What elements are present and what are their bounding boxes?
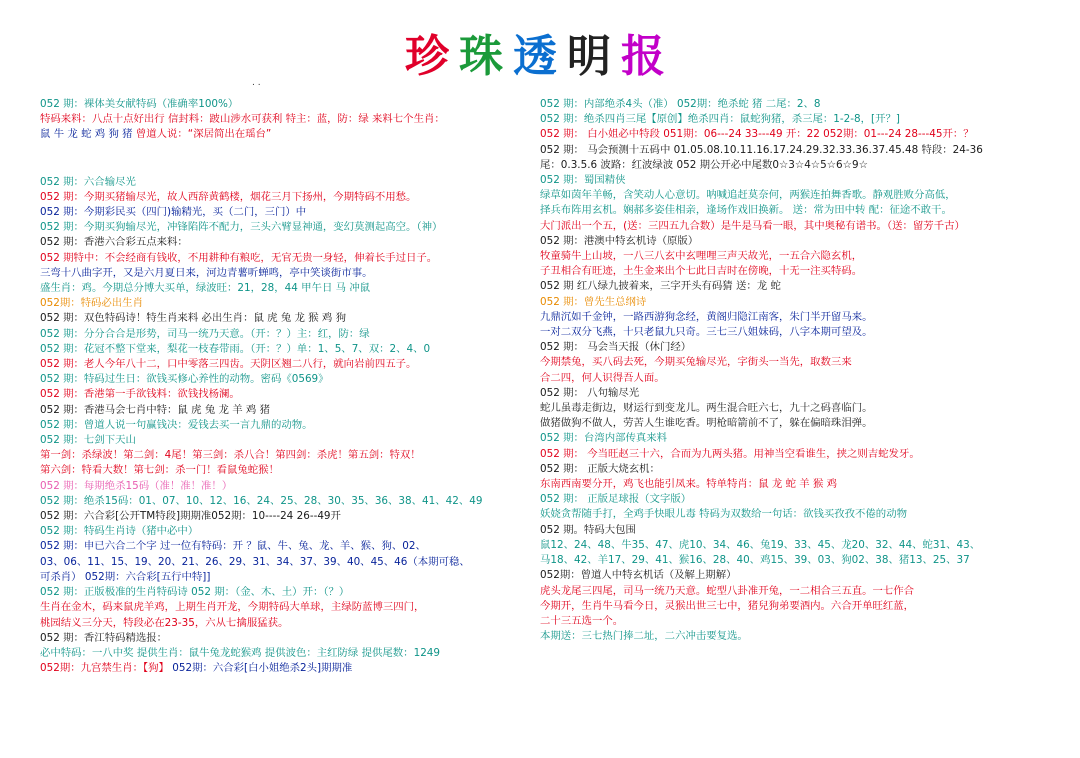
text-line	[40, 266, 500, 281]
text-line	[540, 188, 1040, 203]
text-line	[540, 143, 1040, 158]
text-line	[540, 553, 1040, 568]
spacer	[40, 159, 500, 175]
right-column	[540, 97, 1040, 644]
text-segment: 052 期：老人今年八十二，口中零落三四齿。天阴区翘二八行，就向岩前四五子。	[40, 358, 417, 371]
text-segment: 052 期： 八句输尽光	[540, 386, 640, 399]
text-line	[40, 311, 500, 326]
text-segment: 052 期：香港马会七肖中特：鼠 虎 兔 龙 羊 鸡 猪	[40, 403, 270, 416]
text-line	[540, 568, 1040, 583]
text-line	[540, 97, 1040, 112]
text-line	[540, 492, 1040, 507]
text-segment: 今期禁兔，买八码去死，今期买兔输尽光，字街头一当先，取数三来	[540, 356, 852, 369]
text-segment: 盛生肖：鸡。今期总分博大买单，绿波旺：21，28，44 甲午日 马 冲鼠	[40, 282, 371, 295]
text-segment: 052 期：香港六合彩五点来料：	[40, 236, 188, 249]
text-line	[40, 112, 500, 127]
text-line	[540, 340, 1040, 355]
text-segment: 052 期：正版极准的生肖特码诗 052 期：（金、木、土）开：（？）	[40, 586, 350, 599]
text-segment: 东南西南要分开，鸡飞也能引凤来。特单特肖：鼠 龙 蛇 羊 猴 鸡	[540, 478, 838, 491]
stray-dots: . .	[252, 78, 261, 88]
text-segment: 052 期：双色特码诗！特生肖来料 必出生肖：鼠 虎 兔 龙 猴 鸡 狗	[40, 312, 347, 325]
text-segment: 【狗】	[142, 662, 169, 675]
text-line	[540, 234, 1040, 249]
title-char: 珍	[405, 31, 459, 82]
text-line	[540, 538, 1040, 553]
text-line	[40, 631, 500, 646]
text-segment: 052 期：今期买狗输尽光，冲锋陷阵不配力，三头六臂显神通，变幻莫测起高空。（神）	[40, 221, 443, 234]
text-line	[40, 539, 500, 554]
text-line	[540, 219, 1040, 234]
text-segment: 052 期：今期买猪输尽光，故人西辞黄鹤楼，烟花三月下扬州，今期特码不用愁。	[40, 190, 417, 203]
text-segment: 牧童骑牛上山坡，一八三八玄中玄哩哩三声天故光，一五合六隐玄机，	[540, 250, 863, 263]
text-segment: 052 期：港澳中特玄机诗（原版）	[540, 234, 699, 247]
text-line	[540, 295, 1040, 310]
text-segment: 鼠 牛 龙 蛇 鸡 狗 猪	[40, 128, 136, 141]
text-line	[540, 310, 1040, 325]
text-line	[540, 386, 1040, 401]
text-line	[40, 509, 500, 524]
text-line	[540, 127, 1040, 142]
text-line	[40, 205, 500, 220]
text-line	[40, 235, 500, 250]
text-segment: 052 期：香港第一手欲钱料：欲钱找杨澜。	[40, 388, 240, 401]
text-segment: 052 期：台湾内部传真来料	[540, 432, 668, 445]
text-line	[540, 477, 1040, 492]
text-line	[540, 416, 1040, 431]
text-line	[540, 431, 1040, 446]
text-line	[540, 447, 1040, 462]
text-line	[540, 325, 1040, 340]
text-line	[40, 175, 500, 190]
text-line	[40, 463, 500, 478]
text-line	[40, 281, 500, 296]
text-segment: 052 期：花冠不整下堂来，梨花一枝春带雨。（开：？）单：1、5、7、双：2、4、0	[40, 342, 431, 355]
text-line	[40, 600, 500, 615]
text-line	[40, 190, 500, 205]
text-line	[540, 584, 1040, 599]
text-segment: 052 期：内部绝杀4头（准） 052期：绝杀蛇 猪 二尾：2、8	[540, 98, 821, 110]
page-title	[0, 30, 1080, 84]
text-segment: 052 期： 正版大烧玄机：	[540, 462, 660, 475]
text-segment: 本期送：三七热门捧二址，二六冲击要复选。	[540, 630, 748, 643]
text-segment: 052 期：裸体美女献特码（准确率100%）	[40, 98, 239, 110]
text-line	[540, 462, 1040, 477]
title-char: 珠	[459, 31, 513, 82]
text-segment: 052 期：曾先生总纲诗	[540, 295, 647, 308]
text-segment: 子丑相合有旺迹，土生金来出个七此日吉时在傍晚，十无一注买特码。	[540, 265, 863, 278]
text-line	[40, 127, 500, 142]
text-line	[540, 355, 1040, 370]
text-segment: 052 期： 今当旺赵三十六，合而为九两头猪。用神当空看谁生，挟之则吉蛇发牙。	[540, 447, 920, 460]
text-line	[40, 327, 500, 342]
text-segment: 052 期：六合彩[公开TM特段]期期准052期：10----24 26--49开	[40, 510, 341, 523]
left-column	[40, 97, 500, 676]
text-segment: 052 期：绝杀四肖三尾【原创】绝杀四肖：鼠蛇狗猪，杀三尾：1-2-8，[开？]	[540, 113, 900, 126]
text-segment: 052 期：香江特码精选报：	[40, 631, 168, 644]
text-line	[40, 372, 500, 387]
text-segment: 鼠12、24、48、牛35、47、虎10、34、46、兔19、33、45、龙20、32、44、蛇31、43、	[540, 538, 981, 551]
text-segment: 桃园结义三分天，特段必在23-35，六从七擒服猛获。	[40, 616, 289, 629]
text-line	[40, 524, 500, 539]
text-segment: 第一剑：杀绿波！第二剑：4尾！第三剑：杀八合！第四剑：杀虎！第五剑：特双！	[40, 449, 421, 462]
text-line	[40, 357, 500, 372]
text-segment: 052 期：蜀国精侠	[540, 174, 626, 187]
text-segment: 052 期： 白小姐必中特段 051期：06---24 33---49 开：22 052期：01---24 28---45开：？	[540, 128, 974, 141]
text-line	[40, 418, 500, 433]
text-line	[40, 448, 500, 463]
text-line	[540, 203, 1040, 218]
text-segment: 052期：特码必出生肖	[40, 297, 143, 310]
text-line	[40, 646, 500, 661]
text-line	[540, 264, 1040, 279]
text-segment: 052 期：六合输尽光	[40, 175, 136, 188]
text-segment: 052 期：七剑下天山	[40, 434, 136, 447]
text-segment: 052 期：每期绝杀15码（准！准！准！）	[40, 479, 233, 492]
text-segment: 052 期： 马会预测十五码中 01.05.08.10.11.16.17.24.29.32.33.36.37.45.48 特段：24-36	[540, 143, 983, 156]
text-line	[540, 599, 1040, 614]
text-line	[40, 296, 500, 311]
text-line	[40, 479, 500, 494]
text-line	[40, 661, 500, 676]
text-segment: 今期开，生肖牛马看今日，灵猴出世三七中，猪兒狗弟要酒内。六合开单旺红蓝，	[540, 599, 915, 612]
text-segment: 九鼎沉如千金钟，一路西游狗念经，黄阁归隐江南客，朱门半开留马来。	[540, 310, 873, 323]
text-segment: 052 期 红八绿九披着来，三字开头有码猜 送：龙 蛇	[540, 280, 781, 293]
text-line	[540, 507, 1040, 522]
text-line	[40, 494, 500, 509]
text-segment: 052 期：特码生肖诗（猪中必中）	[40, 525, 199, 538]
text-segment: 052 期：曾道人说一句赢钱决：爱钱去买一言九鼎的动物。	[40, 418, 313, 431]
text-segment: 特码来料：八点十点好出行 信封料：跛山涉水可获利 特主：蓝，防：绿 来料七个生肖：	[40, 113, 445, 126]
text-line	[540, 629, 1040, 644]
text-segment: 052 期： 马会当天报（休门经）	[540, 341, 692, 354]
text-line	[540, 279, 1040, 294]
text-segment: 一对二双分飞燕，十只老鼠九只奇。三七三八姐妹码，八字本期可望及。	[540, 326, 873, 339]
text-segment: 03、06、11、15、19、20、21、26、29、31、34、37、39、40、45、46（本期可稳、	[40, 555, 470, 568]
text-line	[40, 220, 500, 235]
title-char: 报	[621, 31, 675, 82]
title-char: 透	[513, 31, 567, 82]
text-segment: 第六剑：特看大数！第七剑：杀一门！看鼠兔蛇猴！	[40, 464, 279, 477]
text-line	[40, 433, 500, 448]
text-line	[540, 614, 1040, 629]
text-line	[40, 585, 500, 600]
text-segment: 蛇儿虽毒走街边，财运行到变龙儿。两生混合旺六七，九十之码喜临门。	[540, 402, 873, 415]
text-segment: 虎头龙尾三四尾，司马一统乃天意。蛇型八卦准开兔，一二相合三五直。一七作合	[540, 584, 915, 597]
text-segment: 择兵布阵用玄机。娴郝多姿佳相亲，逢场作戏旧换新。 送：常为田中转 配：征途不敢干。	[540, 204, 952, 217]
text-segment: 052 期。特码大包围	[540, 523, 636, 536]
text-line	[540, 158, 1040, 173]
text-line	[40, 387, 500, 402]
text-segment: 必中特码：一八中奖 提供生肖：鼠牛兔龙蛇猴鸡 提供波色：主红防绿 提供尾数：1249	[40, 646, 441, 659]
text-line	[540, 523, 1040, 538]
text-segment: 曾道人说：“深居简出在瑶台”	[135, 128, 272, 141]
text-segment: 可杀肖） 052期：六合彩[五行中特]]	[40, 570, 211, 583]
text-segment: 052 期特中：不会经商有钱收，不用耕种有粮吃，无官无贵一身轻，伸着长手过日子。	[40, 251, 438, 264]
text-line	[40, 570, 500, 585]
text-segment: 052 期：绝杀15码：01、07、10、12、16、24、25、28、30、35、36、38、41、42、49	[40, 494, 483, 507]
text-segment: 052期：六合彩[白小姐绝杀2头]期期准	[168, 662, 353, 675]
text-line	[40, 616, 500, 631]
text-line	[540, 173, 1040, 188]
text-line	[540, 401, 1040, 416]
text-segment: 052 期：分分合合是形势，司马一统乃天意。（开：？）主：红，防：绿	[40, 327, 370, 340]
text-segment: 大门派出一个五，(送：三四五九合数）是牛是马看一眼，其中奥秘有谱书。（送：留芳千古）	[540, 219, 965, 232]
text-line	[540, 112, 1040, 127]
text-segment: 妖娆贪帮随手打，全鸡手快眼儿毒 特码为双数给一句话：欲钱买孜孜不倦的动物	[540, 508, 907, 521]
spacer	[40, 143, 500, 159]
text-segment: 绿草如茵年羊畅，含笑动人心意切。呐喊追赶莫奈何，两猴连拍舞香歌。静观胜败分高低，	[540, 189, 956, 202]
text-line	[40, 403, 500, 418]
text-segment: 052 期：今期彩民买（四门)输精光，买（二门，三门）中	[40, 206, 307, 219]
text-segment: 052 期：申已六合二个字 过一位有特码：开 ？鼠、牛、兔、龙、羊、猴、狗、02、	[40, 540, 426, 553]
text-segment: 三弯十八曲字开，又是六月夏日来，河边青薯听蝉鸣，亭中笑谈街市事。	[40, 266, 373, 279]
text-segment: 做猪做狗不做人，劳苦人生谁吃香。明枪暗箭前不了，躲在偏暗珠泪弹。	[540, 417, 873, 430]
text-segment: 尾：0.3.5.6 波路：红波绿波 052 期公开必中尾数0☆3☆4☆5☆6☆9☆	[540, 158, 868, 171]
text-segment: 052 期： 正版足球报（文字版）	[540, 493, 692, 506]
text-line	[40, 97, 500, 112]
text-line	[540, 371, 1040, 386]
text-segment: 生肖在金木，码来鼠虎羊鸡，上期生肖开龙，今期特码大单球，主绿防蓝博三四门，	[40, 601, 425, 614]
text-segment: 052期：曾道人中特玄机话（及解上期解）	[540, 569, 737, 582]
text-line	[40, 342, 500, 357]
text-segment: 052 期：特码过生日：欲钱买修心养性的动物。密码《0569》	[40, 373, 329, 386]
text-line	[540, 249, 1040, 264]
text-line	[40, 251, 500, 266]
text-segment: 合二四，何人识得吾人面。	[540, 371, 665, 384]
text-segment: 马18、42、羊17、29、41、猴16、28、40、鸡15、39、03、狗02、38、猪13、25、37	[540, 554, 970, 567]
text-segment: 二十三五选一个。	[540, 614, 624, 627]
title-char: 明	[567, 31, 621, 82]
text-segment: 052期：九宫禁生肖：	[40, 662, 143, 675]
text-line	[40, 555, 500, 570]
